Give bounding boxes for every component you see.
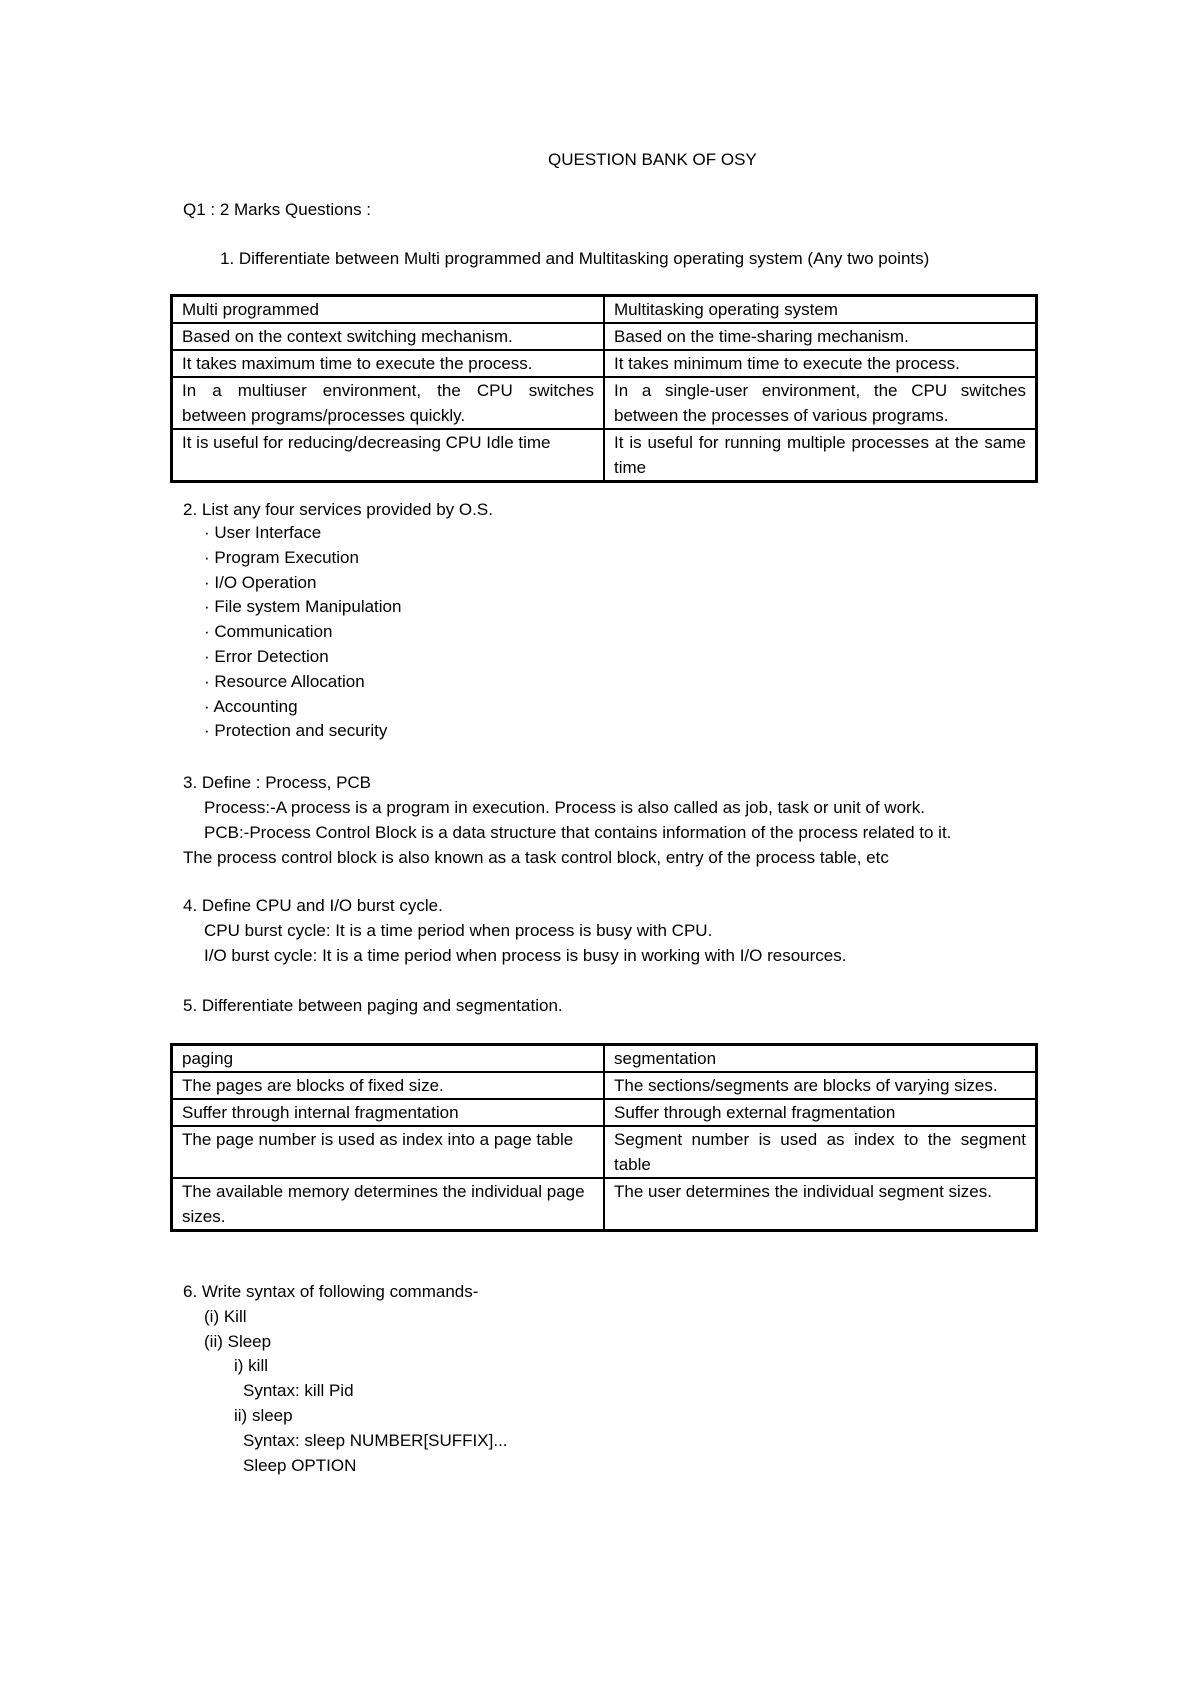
table-cell: It is useful for running multiple processes at the same time [604,429,1037,482]
paging-vs-segmentation-table [170,1043,1038,1232]
list-item: · User Interface [204,521,401,546]
question-2: 2. List any four services provided by O.S. [183,500,493,519]
table-header-row [172,1045,1037,1073]
table-header-cell: segmentation [604,1045,1037,1073]
list-item: · Communication [204,620,401,645]
table-cell: The available memory determines the individual page sizes. [172,1178,605,1231]
table-cell: It takes minimum time to execute the process. [604,350,1037,377]
table-cell: Suffer through internal fragmentation [172,1099,605,1126]
command-sleep: (ii) Sleep [204,1332,272,1351]
table-cell: Based on the time-sharing mechanism. [604,323,1037,350]
table-header-cell: Multitasking operating system [604,296,1037,324]
process-definition: Process:-A process is a program in execution. Process is also called as job, task or unit of work. [204,798,925,817]
question-6: 6. Write syntax of following commands- [183,1282,479,1301]
table-cell: Suffer through external fragmentation [604,1099,1037,1126]
answer-kill: i) kill [234,1356,268,1375]
table-cell: It takes maximum time to execute the process. [172,350,605,377]
os-services-list [204,521,401,744]
sleep-syntax: Syntax: sleep NUMBER[SUFFIX]... [243,1431,508,1450]
list-item: · Accounting [204,695,401,720]
table-cell: It is useful for reducing/decreasing CPU Idle time [172,429,605,482]
cpu-burst-definition: CPU burst cycle: It is a time period when process is busy with CPU. [204,921,713,940]
table-header-row [172,296,1037,324]
table-row [172,1178,1037,1231]
kill-syntax: Syntax: kill Pid [243,1381,354,1400]
list-item: · File system Manipulation [204,595,401,620]
table-row [172,350,1037,377]
question-3: 3. Define : Process, PCB [183,773,372,792]
table-cell: Based on the context switching mechanism. [172,323,605,350]
table-row [172,1126,1037,1178]
table-cell: The sections/segments are blocks of varying sizes. [604,1072,1037,1099]
io-burst-definition: I/O burst cycle: It is a time period when process is busy in working with I/O resources. [204,946,847,965]
list-item: · Program Execution [204,546,401,571]
table-header-cell: Multi programmed [172,296,605,324]
answer-sleep: ii) sleep [234,1406,293,1425]
table-cell: In a multiuser environment, the CPU switches between programs/processes quickly. [172,377,605,429]
pcb-definition: PCB:-Process Control Block is a data structure that contains information of the process related to it. [204,823,952,842]
list-item: · I/O Operation [204,571,401,596]
table-cell: Segment number is used as index to the segment table [604,1126,1037,1178]
table-row [172,1072,1037,1099]
command-kill: (i) Kill [204,1307,247,1326]
table-cell: The user determines the individual segment sizes. [604,1178,1037,1231]
table-row [172,429,1037,482]
question-1: 1. Differentiate between Multi programmed and Multitasking operating system (Any two points) [220,249,930,268]
question-5: 5. Differentiate between paging and segmentation. [183,996,563,1015]
table-row [172,377,1037,429]
multiprogrammed-vs-multitasking-table [170,294,1038,483]
question-4: 4. Define CPU and I/O burst cycle. [183,896,443,915]
table-row [172,1099,1037,1126]
page-title: QUESTION BANK OF OSY [548,150,757,169]
section-heading: Q1 : 2 Marks Questions : [183,200,372,219]
pcb-definition-continued: The process control block is also known as a task control block, entry of the process table, etc [183,848,889,867]
table-cell: In a single-user environment, the CPU switches between the processes of various programs. [604,377,1037,429]
table-header-cell: paging [172,1045,605,1073]
list-item: · Resource Allocation [204,670,401,695]
table-row [172,323,1037,350]
table-cell: The pages are blocks of fixed size. [172,1072,605,1099]
table-cell: The page number is used as index into a page table [172,1126,605,1178]
list-item: · Error Detection [204,645,401,670]
sleep-syntax-option: Sleep OPTION [243,1456,357,1475]
list-item: · Protection and security [204,719,401,744]
